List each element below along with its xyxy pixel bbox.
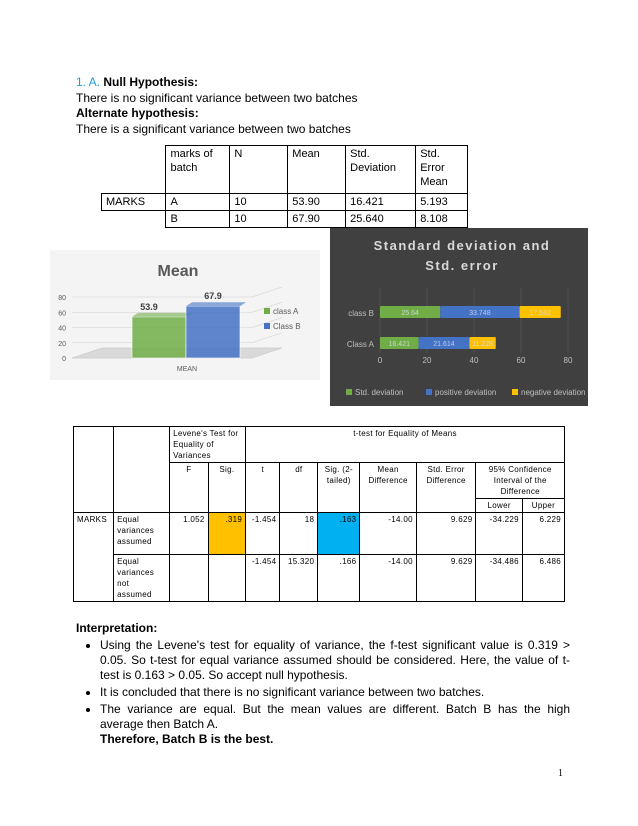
- header-mean: Mean: [288, 146, 346, 194]
- cell-upper: 6.229: [522, 513, 564, 555]
- legend-swatch: [346, 389, 352, 395]
- y-tick-label: 60: [58, 310, 66, 318]
- cell: A: [166, 194, 230, 211]
- cell: 53.90: [288, 194, 346, 211]
- cell: 67.90: [288, 211, 346, 228]
- cell: 16.421: [346, 194, 416, 211]
- cell-f: 1.052: [170, 513, 208, 555]
- y-tick-label: 40: [58, 325, 66, 333]
- cell-md: -14.00: [360, 555, 416, 602]
- x-tick-label: 40: [469, 356, 479, 365]
- list-item-text: The variance are equal. But the mean values are different. Batch B has the high average then Batch A.: [100, 702, 570, 731]
- sub-sig2: Sig. (2-tailed): [318, 463, 360, 513]
- legend-label: positive deviation: [435, 388, 497, 397]
- cell: 5.193: [416, 194, 468, 211]
- cell-upper: 6.486: [522, 555, 564, 602]
- list-item: [100, 702, 570, 747]
- ci-lower: Lower: [476, 499, 522, 513]
- cell-sig2: .163: [318, 513, 360, 555]
- cell-t: -1.454: [246, 555, 280, 602]
- levene-header: Levene's Test for Equality of Variances: [170, 427, 246, 463]
- sub-md: Mean Difference: [360, 463, 416, 513]
- row-label: MARKS: [74, 513, 114, 602]
- cell-sed: 9.629: [416, 555, 476, 602]
- cell: 25.640: [346, 211, 416, 228]
- sub-df: df: [280, 463, 318, 513]
- alt-hypothesis-label: Alternate hypothesis:: [76, 106, 199, 120]
- cell-df: 18: [280, 513, 318, 555]
- data-label: 53.9: [140, 301, 158, 312]
- bar-top: [132, 313, 192, 317]
- data-label: 33.748: [469, 310, 491, 317]
- list-item: • Using the Levene's test for equality of variance, the f-test significant value is 0.319 > 0.05. So t-test for equal variance assumed should be considered. Here, the value of t-test is 0.163 > 0.05. So accept null hypothesis.: [100, 638, 570, 683]
- legend-label: negative deviation: [521, 388, 586, 397]
- legend-swatch-a: [264, 308, 270, 314]
- interpretation-title: Interpretation:: [76, 621, 158, 635]
- sub-sig: Sig.: [208, 463, 246, 513]
- ttest-header: t-test for Equality of Means: [246, 427, 565, 463]
- x-tick-label: 20: [422, 356, 432, 365]
- header-batch: marks of batch: [166, 146, 230, 194]
- sub-sed: Std. Error Difference: [416, 463, 476, 513]
- sub-f: F: [170, 463, 208, 513]
- alt-hypothesis-text: There is a significant variance between two batches: [76, 122, 351, 136]
- y-tick-label: 80: [58, 295, 66, 302]
- x-tick-label: 0: [377, 356, 383, 365]
- legend-label-a: class A: [273, 307, 299, 316]
- legend-swatch-b: [264, 323, 270, 329]
- row-desc: Equal variances not assumed: [114, 555, 170, 602]
- cell: B: [166, 211, 230, 228]
- cell-f: [170, 555, 208, 602]
- cell: 10: [230, 211, 288, 228]
- std-chart: [330, 228, 588, 406]
- section-number: 1. A.: [76, 75, 101, 89]
- cell-sig2: .166: [318, 555, 360, 602]
- sub-t: t: [246, 463, 280, 513]
- legend-swatch: [426, 389, 432, 395]
- sub-ci: 95% Confidence Interval of the Difference: [476, 463, 565, 499]
- legend-swatch: [512, 389, 518, 395]
- legend-label: Std. deviation: [355, 388, 404, 397]
- cell-lower: -34.229: [476, 513, 522, 555]
- mean-chart-title: Mean: [157, 263, 199, 280]
- y-category-label: Class A: [346, 340, 374, 349]
- data-label: 25.64: [401, 310, 419, 317]
- data-label: 11.228: [472, 341, 494, 348]
- data-label: 21.614: [433, 341, 455, 348]
- y-tick-label: 0: [62, 356, 66, 363]
- cell-sig: [208, 555, 246, 602]
- std-chart-title-2: Std. error: [425, 258, 499, 273]
- conclusion: Therefore, Batch B is the best.: [100, 732, 274, 746]
- x-tick-label: 60: [516, 356, 526, 365]
- y-category-label: class B: [348, 309, 374, 318]
- bar-class-b: [186, 306, 240, 358]
- y-tick-label: 20: [58, 340, 66, 348]
- cell-md: -14.00: [360, 513, 416, 555]
- list-item: • It is concluded that there is no significant variance between two batches.: [100, 685, 570, 700]
- header-se: Std. Error Mean: [416, 146, 468, 194]
- cell: 10: [230, 194, 288, 211]
- std-chart-title-1: Standard deviation and: [373, 238, 551, 253]
- ci-upper: Upper: [522, 499, 564, 513]
- cell-t: -1.454: [246, 513, 280, 555]
- data-label: 16.421: [388, 341, 411, 348]
- row-label: MARKS: [102, 194, 166, 211]
- null-hypothesis-label: Null Hypothesis:: [103, 75, 199, 89]
- x-tick-label: 80: [563, 356, 573, 365]
- mean-chart: [50, 250, 320, 380]
- independent-samples-test-table: [73, 426, 565, 602]
- header-n: N: [230, 146, 288, 194]
- cell-df: 15.320: [280, 555, 318, 602]
- x-category-label: MEAN: [176, 366, 198, 373]
- bar-class-a: [132, 317, 186, 358]
- cell-lower: -34.486: [476, 555, 522, 602]
- cell-sed: 9.629: [416, 513, 476, 555]
- header-sd: Std. Deviation: [346, 146, 416, 194]
- legend-label-b: Class B: [273, 322, 301, 331]
- interpretation-list: [80, 638, 570, 749]
- data-label: 67.9: [204, 291, 222, 302]
- cell: 8.108: [416, 211, 468, 228]
- data-label: 17.532: [529, 310, 551, 317]
- null-hypothesis-text: There is no significant variance between two batches: [76, 91, 358, 105]
- bar-top: [186, 302, 246, 306]
- hypothesis-heading: [76, 75, 198, 90]
- row-desc: Equal variances assumed: [114, 513, 170, 555]
- page-number: 1: [558, 768, 563, 779]
- group-statistics-table: [101, 145, 468, 228]
- cell-sig: .319: [208, 513, 246, 555]
